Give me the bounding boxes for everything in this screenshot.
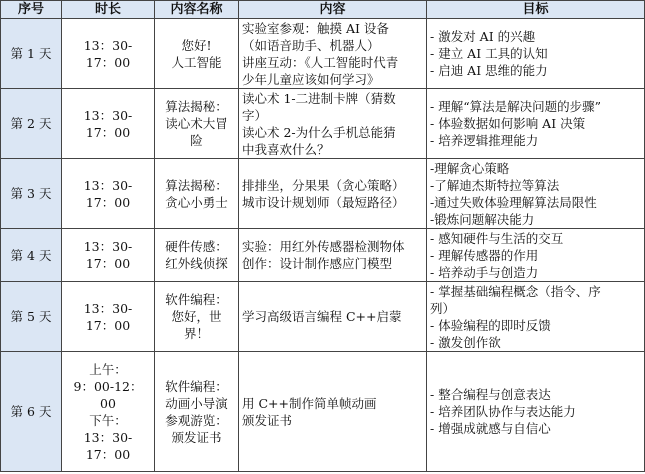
name-cell <box>155 229 239 282</box>
goals-cell <box>427 89 645 159</box>
content-line: 学习高级语言编程 C++启蒙 <box>242 309 402 324</box>
goal-item: - 激发对 AI 的兴趣 <box>430 29 536 44</box>
name-line: 红外线侦探 <box>165 256 228 271</box>
time-line: 17：00 <box>85 124 131 140</box>
time-line: 13：30- <box>83 177 133 193</box>
time-line: 13：30- <box>83 107 133 123</box>
content-line: 实验室参观：触摸 AI 设备 <box>242 20 389 36</box>
time-cell <box>62 352 155 472</box>
goals-cell <box>427 19 645 89</box>
time-line: 17：00 <box>85 256 131 271</box>
goal-item: - 掌握基础编程概念（指令、序 <box>430 283 601 299</box>
table-row-day-2 <box>1 89 645 159</box>
content-line: 中我喜欢什么？ <box>242 141 330 157</box>
name-line: 颁发证书 <box>171 429 222 445</box>
content-cell <box>239 282 427 352</box>
content-line: 排排坐，分果果（贪心策略） <box>242 177 405 193</box>
time-cell <box>62 229 155 282</box>
goal-item: - 体验数据如何影响 AI 决策 <box>430 116 586 131</box>
goal-item: -通过失败体验理解算法局限性 <box>430 194 597 210</box>
content-line: 讲座互动：《人工智能时代青 <box>242 54 399 70</box>
name-cell <box>155 282 239 352</box>
name-line: 算法揭秘： <box>165 177 228 193</box>
name-line: 动画小导演 <box>165 395 228 411</box>
table-row-day-1 <box>1 19 645 89</box>
name-cell <box>155 352 239 472</box>
goal-item: - 激发创作欲 <box>430 334 501 350</box>
content-line: 用 C++制作简单帧动画 <box>242 395 377 411</box>
time-cell <box>62 282 155 352</box>
day-cell: 第 3 天 <box>1 159 62 229</box>
content-cell <box>239 19 427 89</box>
time-line: 上午： <box>89 361 127 377</box>
goal-item: -锻炼问题解决能力 <box>430 211 535 227</box>
name-line: 读心术大冒 <box>165 116 228 131</box>
name-line: 人工智能 <box>171 54 222 70</box>
time-line: 17：00 <box>85 54 131 70</box>
goal-item: - 增强成就感与自信心 <box>430 421 551 436</box>
goal-item: - 培养动手与创造力 <box>430 264 539 280</box>
name-cell <box>155 159 239 229</box>
name-line: 参观游览： <box>165 412 228 428</box>
content-line: 创作：设计制作感应门模型 <box>242 256 393 271</box>
goal-item: - 理解“算法是解决问题的步骤” <box>430 99 601 114</box>
time-cell <box>62 89 155 159</box>
name-line: 软件编程： <box>165 378 228 394</box>
content-line: 颁发证书 <box>242 412 293 428</box>
header-content: 内容 <box>239 1 427 19</box>
table-row-day-4 <box>1 229 645 282</box>
goal-item: - 整合编程与创意表达 <box>430 387 551 402</box>
goal-item: - 培养逻辑推理能力 <box>430 133 539 148</box>
day-cell: 第 1 天 <box>1 19 62 89</box>
goal-item: -了解迪杰斯特拉等算法 <box>430 177 560 193</box>
goals-cell <box>427 352 645 472</box>
header-content-name: 内容名称 <box>155 1 239 19</box>
header-goals: 目标 <box>427 1 645 19</box>
table-row-day-3 <box>1 159 645 229</box>
content-cell <box>239 352 427 472</box>
time-line: 9：00-12： <box>73 378 143 394</box>
goal-item: 列） <box>430 300 456 316</box>
time-cell <box>62 159 155 229</box>
content-line: 实验：用红外传感器检测物体 <box>242 239 405 254</box>
name-line: 算法揭秘： <box>165 99 228 114</box>
header-row <box>1 1 645 19</box>
day-cell: 第 6 天 <box>1 352 62 472</box>
name-line: 软件编程： <box>165 292 228 307</box>
content-cell <box>239 229 427 282</box>
time-line: 13：30- <box>83 429 133 445</box>
content-line: 城市设计规划师（最短路径） <box>242 194 405 210</box>
time-line: 17：00 <box>85 317 131 333</box>
name-cell <box>155 19 239 89</box>
name-cell <box>155 89 239 159</box>
goal-item: - 启迪 AI 思维的能力 <box>430 63 548 78</box>
time-line: 17：00 <box>85 446 131 462</box>
day-cell: 第 5 天 <box>1 282 62 352</box>
goal-item: - 培养团队协作与表达能力 <box>430 404 576 419</box>
content-cell <box>239 89 427 159</box>
goal-item: -理解贪心策略 <box>430 160 510 176</box>
table-row-day-5 <box>1 282 645 352</box>
time-cell <box>62 19 155 89</box>
time-line: 00 <box>100 395 116 411</box>
name-line: 您好! <box>181 37 212 53</box>
content-line: 字） <box>242 107 268 123</box>
goals-cell <box>427 282 645 352</box>
header-duration: 时长 <box>62 1 155 19</box>
goal-item: - 建立 AI 工具的认知 <box>430 46 548 61</box>
time-line: 下午： <box>89 412 127 428</box>
time-line: 13：30- <box>83 300 133 316</box>
content-line: 读心术 2-为什么手机总能猜 <box>242 124 396 140</box>
day-cell: 第 4 天 <box>1 229 62 282</box>
name-line: 硬件传感： <box>165 239 228 254</box>
goal-item: - 理解传感器的作用 <box>430 247 539 263</box>
table-row-day-6 <box>1 352 645 472</box>
name-line: 界！ <box>183 326 209 341</box>
name-line: 险 <box>190 133 203 148</box>
content-cell <box>239 159 427 229</box>
content-line: 读心术 1-二进制卡牌（猜数 <box>242 90 396 106</box>
goal-item: - 体验编程的即时反馈 <box>430 317 551 333</box>
header-index: 序号 <box>1 1 62 19</box>
day-cell: 第 2 天 <box>1 89 62 159</box>
name-line: 您好，世 <box>171 309 222 324</box>
name-line: 贪心小勇士 <box>165 194 228 210</box>
time-line: 17：00 <box>85 194 131 210</box>
time-line: 13：30- <box>83 239 133 254</box>
goal-item: - 感知硬件与生活的交互 <box>430 230 564 246</box>
goals-cell <box>427 159 645 229</box>
goals-cell <box>427 229 645 282</box>
content-line: （如语音助手、机器人） <box>242 37 380 53</box>
time-line: 13：30- <box>83 37 133 53</box>
content-line: 少年儿童应该如何学习》 <box>242 71 380 87</box>
